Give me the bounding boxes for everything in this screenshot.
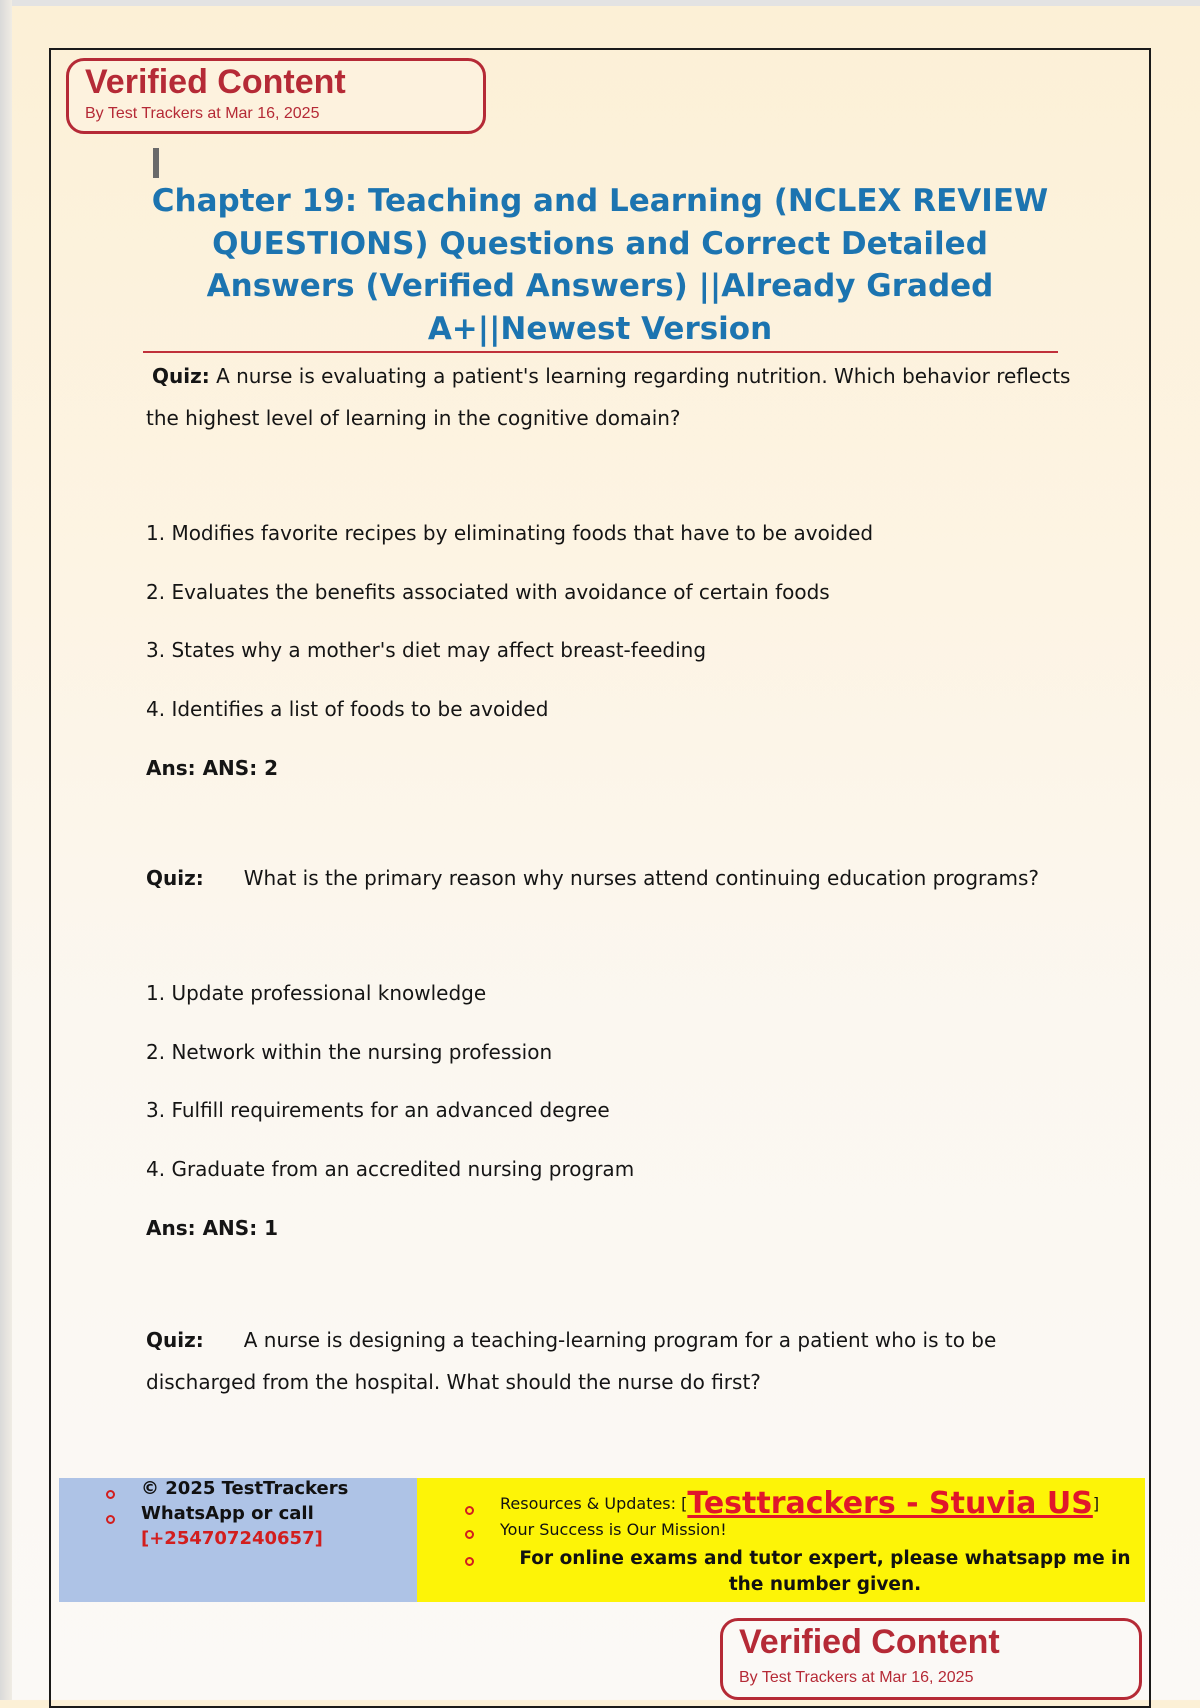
quiz-question-text: What is the primary reason why nurses attend continuing education programs? xyxy=(243,866,1040,890)
answer-option: 3. Fulfill requirements for an advanced degree xyxy=(146,1098,610,1122)
verified-badge-subtitle: By Test Trackers at Mar 16, 2025 xyxy=(739,1669,974,1686)
quiz-label: Quiz: xyxy=(146,866,204,890)
answer-option: 2. Evaluates the benefits associated with avoidance of certain foods xyxy=(146,580,830,604)
resources-line xyxy=(500,1486,1099,1521)
quiz-label: Quiz: xyxy=(146,1328,204,1352)
correct-answer: Ans: ANS: 2 xyxy=(146,756,279,780)
quiz-question-text: A nurse is designing a teaching-learning program for a patient who is to be discharged from the hospital. What should the nurse do first? xyxy=(146,1328,997,1394)
bullet-icon xyxy=(106,1490,115,1499)
footer-banner xyxy=(59,1478,1145,1602)
verified-badge-title: Verified Content xyxy=(739,1623,1000,1661)
quiz-question xyxy=(146,866,1039,890)
quiz-question xyxy=(146,355,1076,439)
text-cursor xyxy=(153,148,159,178)
quiz-question-text: A nurse is evaluating a patient's learning regarding nutrition. Which behavior reflects the highest level of learning in the cognitive domain? xyxy=(146,364,1071,430)
bullet-icon xyxy=(465,1530,474,1539)
quiz-question xyxy=(146,1319,1046,1403)
bullet-icon xyxy=(465,1506,474,1515)
answer-option: 2. Network within the nursing profession xyxy=(146,1040,553,1064)
resources-label: Resources & Updates: [ xyxy=(500,1494,688,1513)
document-title: Chapter 19: Teaching and Learning (NCLEX REVIEW QUESTIONS) Questions and Correct Detailed Answers (Verified Answers) ||Already Graded A+||Newest Version xyxy=(151,183,1049,347)
resources-bracket: ] xyxy=(1092,1494,1100,1513)
title-underline-divider xyxy=(143,351,1058,353)
footer-contact-panel xyxy=(59,1478,417,1602)
correct-answer: Ans: ANS: 1 xyxy=(146,1216,279,1240)
viewer-top-edge xyxy=(0,0,1200,6)
answer-option: 4. Identifies a list of foods to be avoided xyxy=(146,697,549,721)
answer-option: 4. Graduate from an accredited nursing program xyxy=(146,1157,635,1181)
viewer-left-edge xyxy=(0,0,12,1700)
phone-number: [+254707240657] xyxy=(141,1528,323,1549)
answer-option: 1. Modifies favorite recipes by eliminating foods that have to be avoided xyxy=(146,521,874,545)
verified-badge-top xyxy=(66,58,486,134)
verified-badge-subtitle: By Test Trackers at Mar 16, 2025 xyxy=(85,105,320,122)
copyright-text: © 2025 TestTrackers xyxy=(141,1478,349,1499)
mission-text: Your Success is Our Mission! xyxy=(500,1520,727,1539)
verified-badge-bottom xyxy=(720,1618,1142,1700)
bullet-icon xyxy=(106,1515,115,1524)
quiz-label: Quiz: xyxy=(152,364,210,388)
bullet-icon xyxy=(465,1557,474,1566)
footer-resources-panel xyxy=(417,1478,1145,1602)
answer-option: 3. States why a mother's diet may affect breast-feeding xyxy=(146,638,707,662)
whatsapp-label: WhatsApp or call xyxy=(141,1503,314,1524)
tutor-notice: For online exams and tutor expert, please whatsapp me in the number given. xyxy=(519,1548,1131,1595)
answer-option: 1. Update professional knowledge xyxy=(146,981,487,1005)
stuvia-link[interactable]: Testtrackers - Stuvia US xyxy=(687,1486,1093,1521)
verified-badge-title: Verified Content xyxy=(85,63,346,101)
